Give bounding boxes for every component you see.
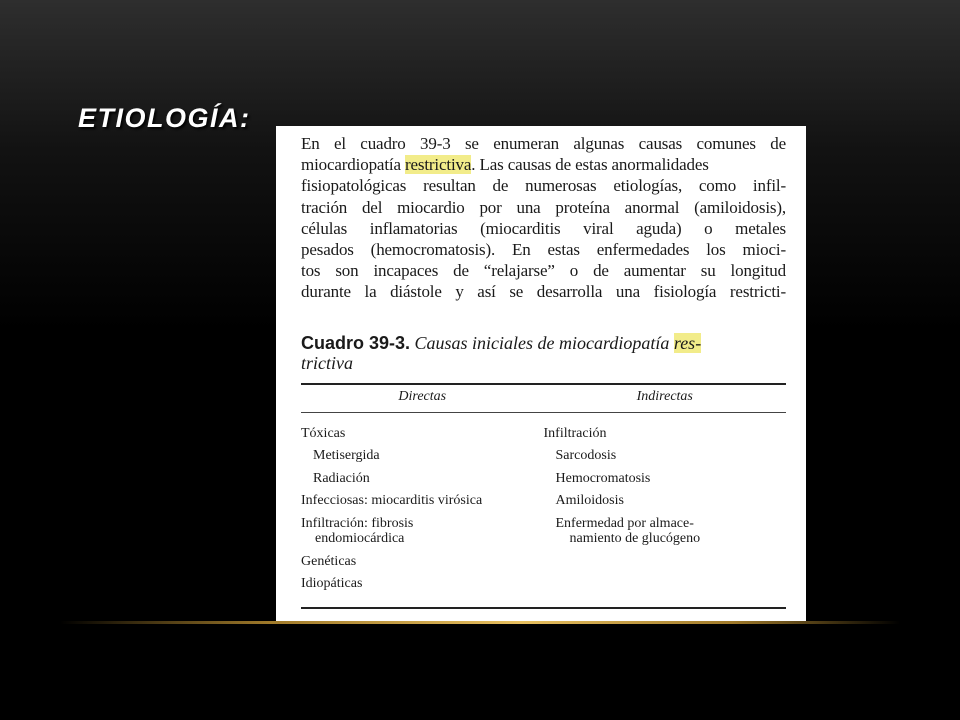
list-item: Metisergida <box>313 448 380 464</box>
line-prefix: miocardiopatía <box>301 155 401 175</box>
gold-divider <box>60 621 900 624</box>
paragraph-line: En el cuadro 39-3 se enumeran algunas causas comunes de <box>301 134 786 153</box>
table-header <box>301 388 786 408</box>
column-indirectas <box>544 426 787 599</box>
list-item-line: endomiocárdica <box>315 531 405 547</box>
body-paragraph <box>301 133 786 303</box>
scanned-page <box>276 126 806 621</box>
table-body <box>301 426 786 599</box>
paragraph-line: fisiopatológicas resultan de numerosas etiologías, como infil- <box>301 176 786 196</box>
list-item: Infecciosas: miocarditis virósica <box>301 493 483 509</box>
list-item: Infiltración <box>543 425 607 441</box>
list-item: Genéticas <box>301 553 357 569</box>
list-item: Radiación <box>313 470 370 486</box>
line-suffix: Las causas de estas anormalidades <box>479 155 709 175</box>
table-caption-highlight: res- <box>673 332 702 353</box>
slide-title: ETIOLOGÍA: <box>78 103 251 133</box>
header-directas: Directas <box>398 388 447 404</box>
highlighted-word: restrictiva <box>404 155 472 175</box>
list-item: Sarcodosis <box>555 448 617 464</box>
table-label: Cuadro 39-3. <box>301 332 411 353</box>
table-top-rule <box>301 383 786 385</box>
list-item-line: Infiltración: fibrosis <box>301 515 414 531</box>
table-header-rule <box>301 412 786 413</box>
table-caption <box>301 333 786 373</box>
paragraph-line: durante la diástole y así se desarrolla una fisiología restricti- <box>301 282 786 302</box>
table-caption-text: Causas iniciales de miocardiopatía <box>414 332 670 353</box>
list-item: Amiloidosis <box>555 493 624 509</box>
list-item-line: namiento de glucógeno <box>569 531 701 547</box>
header-indirectas: Indirectas <box>636 388 693 404</box>
list-item: Tóxicas <box>301 425 346 441</box>
list-item: Idiopáticas <box>301 576 363 592</box>
paragraph-line: tos son incapaces de “relajarse” o de aumentar su longitud <box>301 261 786 281</box>
list-item <box>301 516 544 547</box>
table-caption-cont: trictiva <box>301 352 353 373</box>
column-directas <box>301 426 544 599</box>
paragraph-line: células inflamatorias (miocarditis viral aguda) o metales <box>301 218 786 238</box>
list-item-line: Enfermedad por almace- <box>555 515 694 531</box>
table-bottom-rule <box>301 607 786 609</box>
list-item <box>544 516 787 547</box>
paragraph-line: tración del miocardio por una proteína anormal (amiloidosis), <box>301 197 786 217</box>
list-item: Hemocromatosis <box>555 470 651 486</box>
paragraph-line: pesados (hemocromatosis). En estas enfermedades los mioci- <box>301 240 786 260</box>
paragraph-line: miocardiopatía restrictiva. Las causas de estas anormalidades <box>301 155 709 175</box>
